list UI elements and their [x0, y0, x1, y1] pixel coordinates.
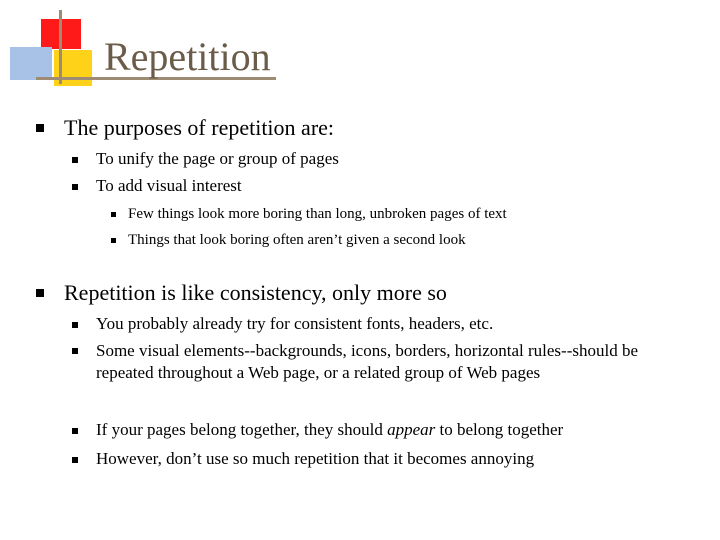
item-text: to belong together — [435, 420, 564, 439]
bullet-square-icon — [72, 184, 78, 190]
bullet-square-icon — [72, 428, 78, 434]
section-1-subitem-1: Few things look more boring than long, unbroken pages of text — [128, 206, 507, 222]
section-2-heading: Repetition is like consistency, only more so — [64, 280, 447, 305]
bullet-square-icon — [36, 289, 44, 297]
section-1-subitem-2: Things that look boring often aren’t given a second look — [128, 232, 466, 248]
logo-vertical-rule — [59, 10, 62, 84]
section-2-item-1: You probably already try for consistent fonts, headers, etc. — [96, 314, 494, 333]
section-2-item-3 — [96, 419, 563, 441]
item-emphasis: appear — [387, 420, 436, 439]
bullet-square-icon — [111, 238, 116, 243]
bullet-square-icon — [36, 124, 44, 132]
bullet-square-icon — [72, 348, 78, 354]
bullet-square-icon — [72, 322, 78, 328]
bullet-square-icon — [111, 212, 116, 217]
section-1-item-1: To unify the page or group of pages — [96, 149, 339, 168]
section-2-item-4: However, don’t use so much repetition that it becomes annoying — [96, 449, 535, 468]
bullet-square-icon — [72, 157, 78, 163]
logo-blue-square — [10, 47, 52, 80]
slide-title: Repetition — [104, 34, 271, 79]
section-2-item-2: Some visual elements--backgrounds, icons, borders, horizontal rules--should be repeated throughout a Web page, or a related group of Web pages — [96, 341, 638, 382]
section-1-item-2: To add visual interest — [96, 176, 242, 195]
bullet-square-icon — [72, 457, 78, 463]
item-text: If your pages belong together, they should — [96, 420, 388, 439]
section-1-heading: The purposes of repetition are: — [64, 115, 335, 140]
